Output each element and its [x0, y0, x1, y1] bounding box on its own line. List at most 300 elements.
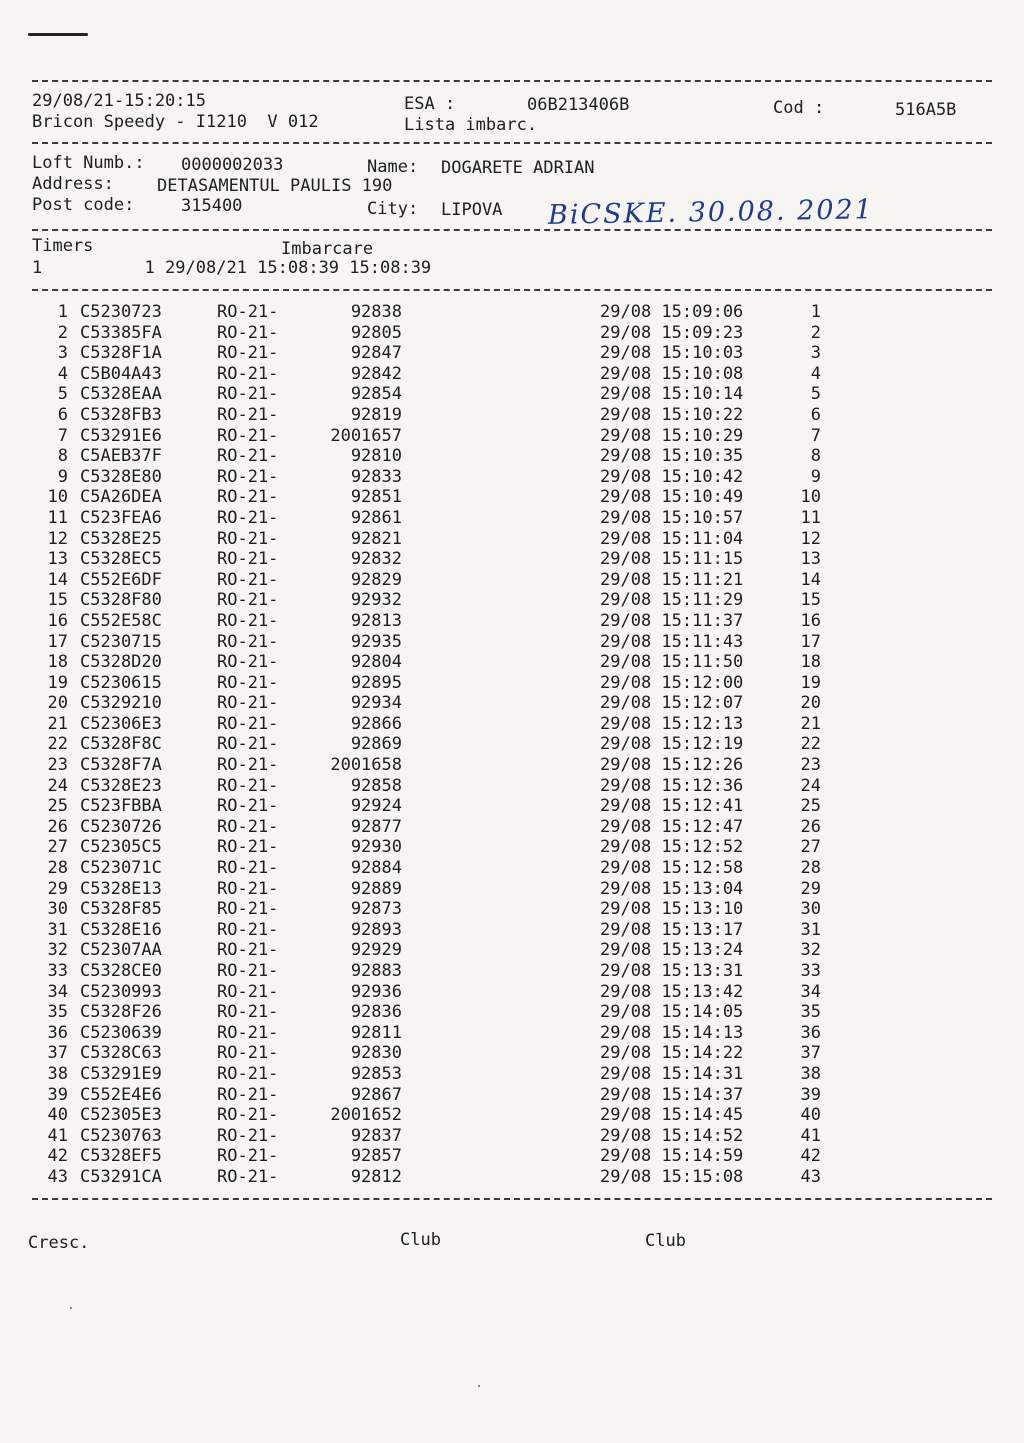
entry-ring-number: 92861	[350, 507, 402, 528]
entry-position: 3	[810, 343, 821, 364]
entry-arrival-time: 29/08 15:12:58	[600, 858, 744, 879]
entry-row	[0, 1023, 1024, 1044]
entry-row	[0, 384, 1024, 405]
entry-chip-id: C5328E25	[80, 528, 162, 549]
entry-ring-number: 92821	[350, 528, 402, 549]
entry-arrival-time: 29/08 15:14:52	[600, 1125, 744, 1146]
entry-ring-number: 92838	[350, 302, 402, 322]
entry-chip-id: C5328F26	[80, 1002, 162, 1023]
printer-mark	[28, 33, 88, 36]
entry-ring-number: 92929	[350, 940, 402, 961]
entry-index: 22	[47, 734, 68, 755]
entry-chip-id: C5328EF5	[80, 1146, 162, 1167]
entry-ring-number: 92830	[350, 1043, 402, 1064]
entry-position: 41	[800, 1125, 821, 1146]
entry-ring-prefix: RO-21-	[217, 672, 279, 693]
entry-chip-id: C5328CE0	[80, 961, 162, 981]
name-value: DOGARETE ADRIAN	[441, 158, 595, 178]
entry-row	[0, 549, 1024, 570]
print-datetime: 29/08/21-15:20:15	[32, 91, 206, 111]
entry-ring-number: 92853	[350, 1063, 402, 1084]
address-value: DETASAMENTUL PAULIS 190	[157, 176, 393, 196]
entry-arrival-time: 29/08 15:10:29	[600, 425, 744, 446]
entry-ring-number: 92851	[350, 487, 402, 508]
entry-row	[0, 982, 1024, 1003]
entry-index: 37	[47, 1043, 68, 1064]
entry-position: 31	[800, 919, 821, 940]
esa-label: ESA :	[404, 94, 456, 114]
entry-position: 11	[800, 507, 821, 528]
entry-arrival-time: 29/08 15:12:26	[600, 755, 744, 776]
entry-arrival-time: 29/08 15:12:41	[600, 796, 744, 817]
entry-position: 19	[800, 672, 821, 693]
entry-chip-id: C53291CA	[80, 1166, 162, 1187]
entry-ring-prefix: RO-21-	[217, 466, 279, 487]
entry-index: 25	[47, 796, 68, 817]
entry-ring-number: 92829	[350, 569, 402, 590]
entry-chip-id: C5328FB3	[80, 404, 162, 425]
entry-chip-id: C5328E23	[80, 775, 162, 796]
entry-position: 38	[800, 1063, 821, 1084]
entry-index: 12	[47, 528, 68, 549]
entry-position: 4	[810, 363, 821, 384]
entry-row	[0, 302, 1024, 323]
entry-row	[0, 817, 1024, 838]
entry-ring-prefix: RO-21-	[217, 858, 279, 879]
entry-position: 37	[800, 1043, 821, 1064]
entry-ring-number: 92883	[350, 961, 402, 981]
entry-chip-id: C5329210	[80, 693, 162, 714]
entry-position: 42	[800, 1146, 821, 1167]
entry-arrival-time: 29/08 15:14:37	[600, 1084, 744, 1105]
entry-ring-number: 92893	[350, 919, 402, 940]
entry-arrival-time: 29/08 15:13:24	[600, 940, 744, 961]
club-label-2: Club	[645, 1231, 686, 1251]
entry-arrival-time: 29/08 15:12:36	[600, 775, 744, 796]
entry-ring-prefix: RO-21-	[217, 837, 279, 858]
entry-row	[0, 529, 1024, 550]
entry-ring-number: 92858	[350, 775, 402, 796]
entry-ring-number: 92932	[350, 590, 402, 611]
entry-ring-prefix: RO-21-	[217, 775, 279, 796]
entry-row	[0, 1105, 1024, 1126]
entry-chip-id: C5328E13	[80, 878, 162, 899]
entry-position: 35	[800, 1002, 821, 1023]
entry-index: 2	[57, 322, 68, 343]
entry-ring-prefix: RO-21-	[217, 1105, 279, 1126]
entry-index: 15	[47, 590, 68, 611]
entry-ring-number: 92935	[350, 631, 402, 652]
entry-ring-prefix: RO-21-	[217, 816, 279, 837]
entry-ring-number: 92936	[350, 981, 402, 1002]
entry-arrival-time: 29/08 15:12:19	[600, 734, 744, 755]
entry-ring-prefix: RO-21-	[217, 302, 279, 322]
entry-position: 9	[810, 466, 821, 487]
entry-row	[0, 343, 1024, 364]
entry-position: 1	[810, 302, 821, 322]
entry-arrival-time: 29/08 15:11:50	[600, 652, 744, 673]
name-label: Name:	[367, 157, 419, 177]
entry-ring-prefix: RO-21-	[217, 940, 279, 961]
entry-ring-prefix: RO-21-	[217, 1043, 279, 1064]
entry-index: 34	[47, 981, 68, 1002]
entry-ring-number: 92866	[350, 713, 402, 734]
entry-ring-prefix: RO-21-	[217, 796, 279, 817]
entry-ring-prefix: RO-21-	[217, 961, 279, 981]
entry-ring-prefix: RO-21-	[217, 507, 279, 528]
entry-ring-prefix: RO-21-	[217, 487, 279, 508]
entry-ring-prefix: RO-21-	[217, 363, 279, 384]
entry-chip-id: C52307AA	[80, 940, 162, 961]
postcode-value: 315400	[181, 196, 243, 216]
entry-row	[0, 879, 1024, 900]
entry-ring-number: 92869	[350, 734, 402, 755]
entry-row	[0, 837, 1024, 858]
entry-position: 32	[800, 940, 821, 961]
entry-position: 5	[810, 384, 821, 405]
entry-arrival-time: 29/08 15:11:37	[600, 610, 744, 631]
entry-ring-prefix: RO-21-	[217, 384, 279, 405]
entry-position: 18	[800, 652, 821, 673]
entry-ring-number: 92812	[350, 1166, 402, 1187]
entry-chip-id: C5230763	[80, 1125, 162, 1146]
entry-chip-id: C5230639	[80, 1022, 162, 1043]
entry-row	[0, 611, 1024, 632]
entry-row	[0, 364, 1024, 385]
paper-speck	[478, 1385, 480, 1387]
entry-index: 36	[47, 1022, 68, 1043]
entry-chip-id: C53385FA	[80, 322, 162, 343]
entry-row	[0, 940, 1024, 961]
entry-index: 40	[47, 1105, 68, 1126]
entry-arrival-time: 29/08 15:14:13	[600, 1022, 744, 1043]
entry-chip-id: C5328E80	[80, 466, 162, 487]
entry-index: 16	[47, 610, 68, 631]
timers-row: 1 1 29/08/21 15:08:39 15:08:39	[32, 258, 432, 278]
entry-row	[0, 673, 1024, 694]
entry-arrival-time: 29/08 15:15:08	[600, 1166, 744, 1187]
timers-label: Timers	[32, 236, 94, 256]
entry-arrival-time: 29/08 15:09:06	[600, 302, 744, 322]
entry-chip-id: C5328D20	[80, 652, 162, 673]
entry-ring-number: 92811	[350, 1022, 402, 1043]
entry-arrival-time: 29/08 15:12:47	[600, 816, 744, 837]
entry-position: 14	[800, 569, 821, 590]
entry-arrival-time: 29/08 15:11:29	[600, 590, 744, 611]
cod-label: Cod :	[773, 98, 825, 118]
entry-ring-prefix: RO-21-	[217, 425, 279, 446]
entry-chip-id: C5328F1A	[80, 343, 162, 364]
entry-ring-number: 2001658	[330, 755, 402, 776]
entry-ring-number: 92877	[350, 816, 402, 837]
entry-chip-id: C52305C5	[80, 837, 162, 858]
entry-ring-number: 92813	[350, 610, 402, 631]
entry-ring-number: 92867	[350, 1084, 402, 1105]
entry-ring-prefix: RO-21-	[217, 528, 279, 549]
entry-arrival-time: 29/08 15:10:08	[600, 363, 744, 384]
entry-index: 26	[47, 816, 68, 837]
entry-row	[0, 755, 1024, 776]
entry-position: 20	[800, 693, 821, 714]
entry-chip-id: C5230723	[80, 302, 162, 322]
entry-ring-prefix: RO-21-	[217, 322, 279, 343]
entry-ring-prefix: RO-21-	[217, 713, 279, 734]
imbarcare-label: Imbarcare	[281, 239, 374, 259]
entry-arrival-time: 29/08 15:14:45	[600, 1105, 744, 1126]
entry-row	[0, 920, 1024, 941]
entry-position: 15	[800, 590, 821, 611]
entry-chip-id: C5B04A43	[80, 363, 162, 384]
entry-chip-id: C5230993	[80, 981, 162, 1002]
entry-ring-number: 92837	[350, 1125, 402, 1146]
entry-position: 2	[810, 322, 821, 343]
entry-row	[0, 1002, 1024, 1023]
entry-position: 25	[800, 796, 821, 817]
entry-position: 21	[800, 713, 821, 734]
entry-ring-number: 92819	[350, 404, 402, 425]
entry-chip-id: C53291E9	[80, 1063, 162, 1084]
entry-position: 13	[800, 549, 821, 570]
entry-arrival-time: 29/08 15:12:07	[600, 693, 744, 714]
entry-chip-id: C5328F85	[80, 899, 162, 920]
entry-index: 30	[47, 899, 68, 920]
entry-row	[0, 652, 1024, 673]
entry-index: 31	[47, 919, 68, 940]
paper-speck	[70, 1307, 72, 1309]
entry-ring-prefix: RO-21-	[217, 446, 279, 467]
entry-chip-id: C5328F7A	[80, 755, 162, 776]
entry-position: 33	[800, 961, 821, 981]
entry-chip-id: C523FBBA	[80, 796, 162, 817]
entry-ring-prefix: RO-21-	[217, 610, 279, 631]
entry-position: 26	[800, 816, 821, 837]
divider-timers	[32, 289, 992, 291]
entry-index: 5	[57, 384, 68, 405]
entry-arrival-time: 29/08 15:12:13	[600, 713, 744, 734]
entry-row	[0, 508, 1024, 529]
entry-arrival-time: 29/08 15:14:31	[600, 1063, 744, 1084]
entry-ring-prefix: RO-21-	[217, 919, 279, 940]
entry-index: 27	[47, 837, 68, 858]
entry-position: 22	[800, 734, 821, 755]
entry-row	[0, 899, 1024, 920]
entry-chip-id: C52305E3	[80, 1105, 162, 1126]
entry-arrival-time: 29/08 15:13:10	[600, 899, 744, 920]
entry-chip-id: C53291E6	[80, 425, 162, 446]
entry-row	[0, 796, 1024, 817]
loft-value: 0000002033	[181, 155, 284, 175]
entry-index: 9	[57, 466, 68, 487]
entry-chip-id: C523071C	[80, 858, 162, 879]
entry-position: 16	[800, 610, 821, 631]
entry-index: 28	[47, 858, 68, 879]
entry-ring-number: 92857	[350, 1146, 402, 1167]
entry-chip-id: C5328EC5	[80, 549, 162, 570]
entry-row	[0, 323, 1024, 344]
entry-row	[0, 961, 1024, 982]
entry-row	[0, 446, 1024, 467]
entry-arrival-time: 29/08 15:14:22	[600, 1043, 744, 1064]
entry-index: 11	[47, 507, 68, 528]
entry-position: 43	[800, 1166, 821, 1187]
entry-ring-number: 92924	[350, 796, 402, 817]
divider-top	[32, 80, 992, 82]
entry-position: 8	[810, 446, 821, 467]
entry-arrival-time: 29/08 15:11:21	[600, 569, 744, 590]
entry-ring-number: 92889	[350, 878, 402, 899]
entry-chip-id: C552E4E6	[80, 1084, 162, 1105]
entry-index: 39	[47, 1084, 68, 1105]
entry-arrival-time: 29/08 15:11:43	[600, 631, 744, 652]
entry-row	[0, 693, 1024, 714]
entry-ring-number: 92805	[350, 322, 402, 343]
entry-chip-id: C5230715	[80, 631, 162, 652]
entry-arrival-time: 29/08 15:10:22	[600, 404, 744, 425]
entry-ring-prefix: RO-21-	[217, 1022, 279, 1043]
entry-ring-number: 92934	[350, 693, 402, 714]
entry-index: 23	[47, 755, 68, 776]
entry-position: 27	[800, 837, 821, 858]
entry-position: 23	[800, 755, 821, 776]
entry-chip-id: C523FEA6	[80, 507, 162, 528]
entry-row	[0, 714, 1024, 735]
entry-index: 7	[57, 425, 68, 446]
entry-ring-prefix: RO-21-	[217, 631, 279, 652]
entry-index: 41	[47, 1125, 68, 1146]
entry-arrival-time: 29/08 15:13:31	[600, 961, 744, 981]
entry-arrival-time: 29/08 15:12:00	[600, 672, 744, 693]
entry-position: 7	[810, 425, 821, 446]
entry-arrival-time: 29/08 15:10:14	[600, 384, 744, 405]
entry-index: 43	[47, 1166, 68, 1187]
entry-arrival-time: 29/08 15:11:15	[600, 549, 744, 570]
entry-position: 6	[810, 404, 821, 425]
entry-index: 32	[47, 940, 68, 961]
entry-row	[0, 1085, 1024, 1106]
entry-ring-prefix: RO-21-	[217, 878, 279, 899]
entry-arrival-time: 29/08 15:10:03	[600, 343, 744, 364]
cresc-label: Cresc.	[28, 1233, 90, 1253]
device-info: Bricon Speedy - I1210 V 012	[32, 112, 319, 132]
list-title: Lista imbarc.	[404, 115, 538, 135]
entry-row	[0, 776, 1024, 797]
entry-ring-number: 92842	[350, 363, 402, 384]
entry-ring-number: 92833	[350, 466, 402, 487]
entry-chip-id: C5328E16	[80, 919, 162, 940]
entry-index: 35	[47, 1002, 68, 1023]
entry-row	[0, 632, 1024, 653]
entry-ring-prefix: RO-21-	[217, 549, 279, 570]
entry-index: 20	[47, 693, 68, 714]
entry-chip-id: C5230615	[80, 672, 162, 693]
entry-ring-prefix: RO-21-	[217, 1125, 279, 1146]
entry-chip-id: C5AEB37F	[80, 446, 162, 467]
entry-row	[0, 858, 1024, 879]
loft-label: Loft Numb.:	[32, 153, 145, 173]
entry-index: 42	[47, 1146, 68, 1167]
entry-ring-prefix: RO-21-	[217, 1166, 279, 1187]
entry-index: 3	[57, 343, 68, 364]
entry-index: 4	[57, 363, 68, 384]
entry-position: 28	[800, 858, 821, 879]
entry-position: 39	[800, 1084, 821, 1105]
entry-position: 17	[800, 631, 821, 652]
address-label: Address:	[32, 174, 114, 194]
entries-list	[0, 302, 1024, 1188]
entry-arrival-time: 29/08 15:11:04	[600, 528, 744, 549]
entry-arrival-time: 29/08 15:10:35	[600, 446, 744, 467]
entry-row	[0, 1064, 1024, 1085]
divider-bottom	[32, 1198, 992, 1200]
entry-arrival-time: 29/08 15:10:57	[600, 507, 744, 528]
entry-ring-number: 2001652	[330, 1105, 402, 1126]
entry-chip-id: C5328C63	[80, 1043, 162, 1064]
entry-position: 36	[800, 1022, 821, 1043]
entry-arrival-time: 29/08 15:09:23	[600, 322, 744, 343]
divider-owner	[32, 229, 992, 231]
city-label: City:	[367, 199, 419, 219]
entry-ring-number: 92930	[350, 837, 402, 858]
entry-ring-prefix: RO-21-	[217, 343, 279, 364]
entry-ring-prefix: RO-21-	[217, 1063, 279, 1084]
entry-row	[0, 590, 1024, 611]
entry-ring-number: 92884	[350, 858, 402, 879]
entry-arrival-time: 29/08 15:10:49	[600, 487, 744, 508]
entry-position: 12	[800, 528, 821, 549]
entry-row	[0, 570, 1024, 591]
entry-row	[0, 487, 1024, 508]
entry-index: 13	[47, 549, 68, 570]
entry-position: 30	[800, 899, 821, 920]
entry-ring-prefix: RO-21-	[217, 734, 279, 755]
entry-chip-id: C552E58C	[80, 610, 162, 631]
entry-ring-prefix: RO-21-	[217, 404, 279, 425]
entry-arrival-time: 29/08 15:13:17	[600, 919, 744, 940]
entry-ring-prefix: RO-21-	[217, 1002, 279, 1023]
entry-arrival-time: 29/08 15:14:05	[600, 1002, 744, 1023]
entry-index: 17	[47, 631, 68, 652]
entry-row	[0, 426, 1024, 447]
entry-index: 6	[57, 404, 68, 425]
entry-chip-id: C5A26DEA	[80, 487, 162, 508]
entry-position: 40	[800, 1105, 821, 1126]
entry-position: 29	[800, 878, 821, 899]
entry-index: 14	[47, 569, 68, 590]
entry-ring-number: 92832	[350, 549, 402, 570]
entry-chip-id: C5328F80	[80, 590, 162, 611]
entry-ring-prefix: RO-21-	[217, 755, 279, 776]
entry-index: 8	[57, 446, 68, 467]
entry-chip-id: C5230726	[80, 816, 162, 837]
entry-ring-number: 92836	[350, 1002, 402, 1023]
entry-ring-prefix: RO-21-	[217, 652, 279, 673]
entry-index: 18	[47, 652, 68, 673]
entry-index: 24	[47, 775, 68, 796]
entry-ring-prefix: RO-21-	[217, 899, 279, 920]
entry-index: 33	[47, 961, 68, 981]
entry-row	[0, 1146, 1024, 1167]
esa-value: 06B213406B	[527, 95, 630, 115]
entry-ring-prefix: RO-21-	[217, 590, 279, 611]
entry-index: 19	[47, 672, 68, 693]
postcode-label: Post code:	[32, 195, 135, 215]
club-label-1: Club	[400, 1230, 441, 1250]
handwritten-note: BiCSKE. 30.08. 2021	[547, 194, 875, 231]
entry-position: 10	[800, 487, 821, 508]
entry-chip-id: C552E6DF	[80, 569, 162, 590]
entry-position: 34	[800, 981, 821, 1002]
city-value: LIPOVA	[441, 200, 503, 220]
